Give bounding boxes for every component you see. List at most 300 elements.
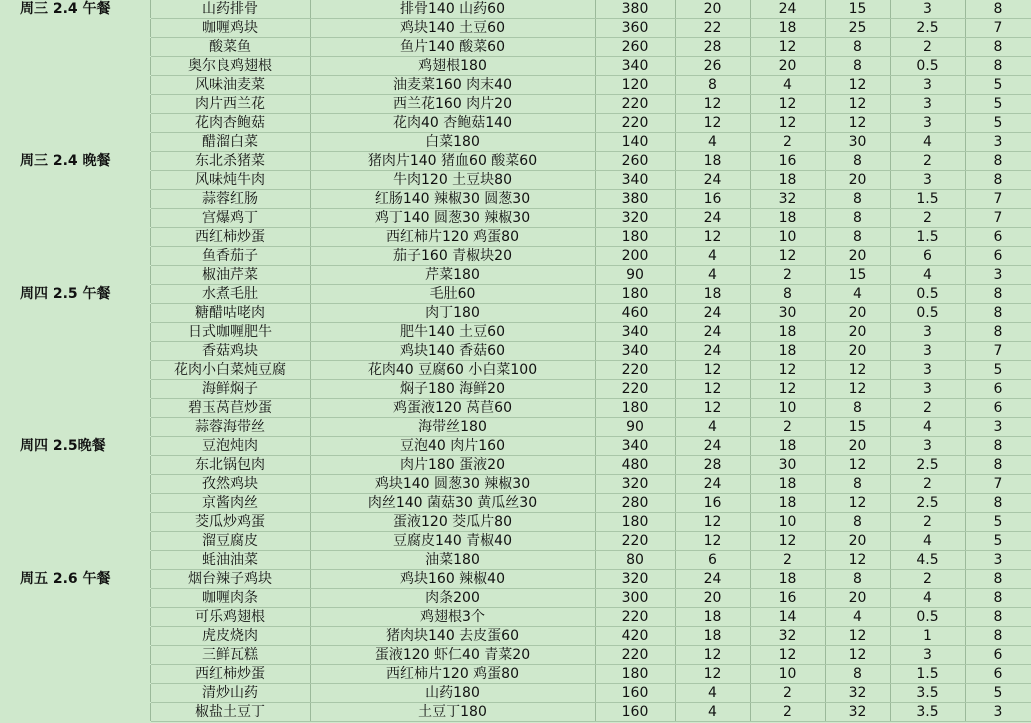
- dish-name-cell: 花肉杏鲍菇: [150, 114, 310, 133]
- value-col-2-cell: 12: [675, 513, 750, 532]
- ingredients-cell: 海带丝180: [310, 418, 595, 437]
- table-row: [0, 76, 1031, 95]
- value-col-2-cell: 4: [675, 133, 750, 152]
- ingredients-cell: 鸡翅根180: [310, 57, 595, 76]
- ingredients-cell: 肉片180 蛋液20: [310, 456, 595, 475]
- value-col-2-cell: 6: [675, 551, 750, 570]
- value-col-4-cell: 15: [825, 418, 890, 437]
- meal-day-cell: [0, 551, 150, 570]
- dish-name-cell: 西红柿炒蛋: [150, 665, 310, 684]
- value-col-6-cell: 7: [965, 190, 1031, 209]
- table-row: [0, 19, 1031, 38]
- value-col-5-cell: 2: [890, 513, 965, 532]
- value-col-3-cell: 2: [750, 133, 825, 152]
- dish-name-cell: 椒盐土豆丁: [150, 703, 310, 722]
- value-col-3-cell: 12: [750, 247, 825, 266]
- meal-day-cell: [0, 646, 150, 665]
- value-col-4-cell: 30: [825, 133, 890, 152]
- value-col-5-cell: 2: [890, 399, 965, 418]
- table-row: [0, 513, 1031, 532]
- value-col-1-cell: 90: [595, 418, 675, 437]
- meal-day-cell: [0, 513, 150, 532]
- value-col-2-cell: 8: [675, 76, 750, 95]
- value-col-3-cell: 12: [750, 95, 825, 114]
- value-col-3-cell: 30: [750, 456, 825, 475]
- table-row: [0, 570, 1031, 589]
- meal-day-cell: [0, 247, 150, 266]
- ingredients-cell: 猪肉片140 猪血60 酸菜60: [310, 152, 595, 171]
- meal-day-cell: [0, 627, 150, 646]
- dish-name-cell: 京酱肉丝: [150, 494, 310, 513]
- meal-day-cell: [0, 114, 150, 133]
- ingredients-cell: 牛肉120 土豆块80: [310, 171, 595, 190]
- meal-day-cell: [0, 399, 150, 418]
- value-col-3-cell: 2: [750, 418, 825, 437]
- value-col-4-cell: 12: [825, 76, 890, 95]
- dish-name-cell: 宫爆鸡丁: [150, 209, 310, 228]
- value-col-3-cell: 12: [750, 38, 825, 57]
- value-col-2-cell: 4: [675, 703, 750, 722]
- dish-name-cell: 蚝油油菜: [150, 551, 310, 570]
- ingredients-cell: 红肠140 辣椒30 圆葱30: [310, 190, 595, 209]
- value-col-3-cell: 10: [750, 513, 825, 532]
- meal-day-cell: 周五 2.6 午餐: [0, 570, 150, 589]
- value-col-2-cell: 20: [675, 589, 750, 608]
- table-row: [0, 437, 1031, 456]
- value-col-3-cell: 16: [750, 152, 825, 171]
- value-col-6-cell: 8: [965, 589, 1031, 608]
- value-col-6-cell: 5: [965, 361, 1031, 380]
- value-col-5-cell: 2: [890, 209, 965, 228]
- ingredients-cell: 花肉40 杏鲍菇140: [310, 114, 595, 133]
- value-col-5-cell: 1.5: [890, 665, 965, 684]
- value-col-6-cell: 3: [965, 133, 1031, 152]
- value-col-1-cell: 220: [595, 95, 675, 114]
- value-col-3-cell: 8: [750, 285, 825, 304]
- value-col-5-cell: 3.5: [890, 703, 965, 722]
- dish-name-cell: 碧玉莴苣炒蛋: [150, 399, 310, 418]
- value-col-6-cell: 8: [965, 38, 1031, 57]
- meal-day-cell: [0, 608, 150, 627]
- ingredients-cell: 白菜180: [310, 133, 595, 152]
- value-col-4-cell: 8: [825, 190, 890, 209]
- value-col-2-cell: 24: [675, 570, 750, 589]
- table-row: [0, 608, 1031, 627]
- value-col-5-cell: 0.5: [890, 608, 965, 627]
- table-row: [0, 0, 1031, 19]
- meal-day-cell: [0, 342, 150, 361]
- value-col-1-cell: 260: [595, 152, 675, 171]
- value-col-1-cell: 180: [595, 228, 675, 247]
- meal-day-cell: [0, 456, 150, 475]
- table-row: [0, 342, 1031, 361]
- value-col-1-cell: 280: [595, 494, 675, 513]
- ingredients-cell: 焖子180 海鲜20: [310, 380, 595, 399]
- meal-day-cell: [0, 190, 150, 209]
- value-col-1-cell: 340: [595, 57, 675, 76]
- value-col-3-cell: 18: [750, 570, 825, 589]
- ingredients-cell: 油菜180: [310, 551, 595, 570]
- value-col-3-cell: 12: [750, 114, 825, 133]
- value-col-3-cell: 18: [750, 323, 825, 342]
- meal-day-cell: [0, 475, 150, 494]
- ingredients-cell: 鱼片140 酸菜60: [310, 38, 595, 57]
- value-col-6-cell: 8: [965, 152, 1031, 171]
- value-col-2-cell: 18: [675, 152, 750, 171]
- value-col-2-cell: 12: [675, 114, 750, 133]
- value-col-6-cell: 8: [965, 323, 1031, 342]
- value-col-5-cell: 3.5: [890, 684, 965, 703]
- table-row: [0, 209, 1031, 228]
- value-col-3-cell: 12: [750, 532, 825, 551]
- dish-name-cell: 醋溜白菜: [150, 133, 310, 152]
- value-col-6-cell: 6: [965, 646, 1031, 665]
- dish-name-cell: 烟台辣子鸡块: [150, 570, 310, 589]
- value-col-1-cell: 260: [595, 38, 675, 57]
- value-col-1-cell: 180: [595, 285, 675, 304]
- value-col-1-cell: 320: [595, 209, 675, 228]
- value-col-5-cell: 3: [890, 76, 965, 95]
- value-col-5-cell: 2.5: [890, 494, 965, 513]
- value-col-1-cell: 340: [595, 171, 675, 190]
- value-col-1-cell: 320: [595, 570, 675, 589]
- ingredients-cell: 豆腐皮140 青椒40: [310, 532, 595, 551]
- value-col-2-cell: 4: [675, 684, 750, 703]
- value-col-4-cell: 8: [825, 570, 890, 589]
- table-row: [0, 323, 1031, 342]
- value-col-6-cell: 8: [965, 171, 1031, 190]
- table-row: [0, 152, 1031, 171]
- table-row: [0, 38, 1031, 57]
- table-row: [0, 304, 1031, 323]
- table-row: [0, 133, 1031, 152]
- value-col-6-cell: 7: [965, 209, 1031, 228]
- value-col-3-cell: 10: [750, 228, 825, 247]
- value-col-5-cell: 0.5: [890, 304, 965, 323]
- value-col-4-cell: 8: [825, 475, 890, 494]
- table-row: [0, 171, 1031, 190]
- meal-day-cell: 周四 2.5晚餐: [0, 437, 150, 456]
- ingredients-cell: 鸡翅根3个: [310, 608, 595, 627]
- table-row: [0, 703, 1031, 722]
- value-col-1-cell: 90: [595, 266, 675, 285]
- ingredients-cell: 茄子160 青椒块20: [310, 247, 595, 266]
- value-col-6-cell: 8: [965, 304, 1031, 323]
- table-row: [0, 399, 1031, 418]
- value-col-4-cell: 8: [825, 228, 890, 247]
- table-row: [0, 190, 1031, 209]
- value-col-3-cell: 2: [750, 703, 825, 722]
- value-col-5-cell: 1.5: [890, 228, 965, 247]
- value-col-3-cell: 30: [750, 304, 825, 323]
- value-col-6-cell: 5: [965, 532, 1031, 551]
- ingredients-cell: 油麦菜160 肉末40: [310, 76, 595, 95]
- value-col-5-cell: 3: [890, 342, 965, 361]
- meal-day-cell: [0, 361, 150, 380]
- value-col-1-cell: 180: [595, 513, 675, 532]
- value-col-1-cell: 220: [595, 114, 675, 133]
- value-col-4-cell: 4: [825, 285, 890, 304]
- meal-day-cell: [0, 38, 150, 57]
- value-col-4-cell: 32: [825, 703, 890, 722]
- meal-day-cell: [0, 57, 150, 76]
- dish-name-cell: 三鲜瓦糕: [150, 646, 310, 665]
- value-col-5-cell: 2.5: [890, 456, 965, 475]
- value-col-6-cell: 8: [965, 627, 1031, 646]
- value-col-3-cell: 18: [750, 209, 825, 228]
- value-col-6-cell: 7: [965, 19, 1031, 38]
- meal-day-cell: [0, 418, 150, 437]
- dish-name-cell: 风味炖牛肉: [150, 171, 310, 190]
- value-col-2-cell: 24: [675, 304, 750, 323]
- dish-name-cell: 风味油麦菜: [150, 76, 310, 95]
- table-row: [0, 114, 1031, 133]
- value-col-4-cell: 8: [825, 399, 890, 418]
- value-col-6-cell: 8: [965, 608, 1031, 627]
- value-col-4-cell: 12: [825, 95, 890, 114]
- value-col-4-cell: 20: [825, 437, 890, 456]
- value-col-5-cell: 2: [890, 570, 965, 589]
- meal-day-cell: [0, 171, 150, 190]
- value-col-5-cell: 2.5: [890, 19, 965, 38]
- value-col-5-cell: 1: [890, 627, 965, 646]
- value-col-4-cell: 8: [825, 665, 890, 684]
- value-col-1-cell: 220: [595, 361, 675, 380]
- dish-name-cell: 糖醋咕咾肉: [150, 304, 310, 323]
- dish-name-cell: 东北杀猪菜: [150, 152, 310, 171]
- table-row: [0, 456, 1031, 475]
- value-col-4-cell: 15: [825, 266, 890, 285]
- value-col-6-cell: 6: [965, 665, 1031, 684]
- value-col-5-cell: 4: [890, 133, 965, 152]
- table-row: [0, 418, 1031, 437]
- value-col-3-cell: 32: [750, 190, 825, 209]
- value-col-5-cell: 3: [890, 0, 965, 19]
- value-col-4-cell: 12: [825, 361, 890, 380]
- value-col-2-cell: 4: [675, 266, 750, 285]
- meal-day-cell: [0, 304, 150, 323]
- value-col-3-cell: 32: [750, 627, 825, 646]
- value-col-2-cell: 20: [675, 0, 750, 19]
- ingredients-cell: 西兰花160 肉片20: [310, 95, 595, 114]
- value-col-2-cell: 24: [675, 323, 750, 342]
- value-col-2-cell: 28: [675, 38, 750, 57]
- dish-name-cell: 清炒山药: [150, 684, 310, 703]
- value-col-4-cell: 12: [825, 646, 890, 665]
- value-col-4-cell: 20: [825, 589, 890, 608]
- dish-name-cell: 东北锅包肉: [150, 456, 310, 475]
- value-col-1-cell: 420: [595, 627, 675, 646]
- value-col-4-cell: 8: [825, 209, 890, 228]
- value-col-1-cell: 380: [595, 0, 675, 19]
- value-col-3-cell: 10: [750, 665, 825, 684]
- value-col-2-cell: 12: [675, 646, 750, 665]
- value-col-2-cell: 24: [675, 171, 750, 190]
- value-col-6-cell: 3: [965, 703, 1031, 722]
- table-row: [0, 95, 1031, 114]
- ingredients-cell: 鸡丁140 圆葱30 辣椒30: [310, 209, 595, 228]
- meal-day-cell: [0, 703, 150, 722]
- value-col-2-cell: 24: [675, 437, 750, 456]
- value-col-5-cell: 3: [890, 171, 965, 190]
- value-col-5-cell: 1.5: [890, 190, 965, 209]
- value-col-6-cell: 7: [965, 475, 1031, 494]
- meal-day-cell: [0, 209, 150, 228]
- dish-name-cell: 可乐鸡翅根: [150, 608, 310, 627]
- ingredients-cell: 猪肉块140 去皮蛋60: [310, 627, 595, 646]
- value-col-4-cell: 12: [825, 380, 890, 399]
- dish-name-cell: 香菇鸡块: [150, 342, 310, 361]
- table-row: [0, 247, 1031, 266]
- value-col-4-cell: 12: [825, 456, 890, 475]
- ingredients-cell: 山药180: [310, 684, 595, 703]
- table-row: [0, 494, 1031, 513]
- table-row: [0, 285, 1031, 304]
- value-col-5-cell: 4: [890, 266, 965, 285]
- dish-name-cell: 山药排骨: [150, 0, 310, 19]
- meal-day-cell: [0, 76, 150, 95]
- value-col-1-cell: 460: [595, 304, 675, 323]
- value-col-5-cell: 4.5: [890, 551, 965, 570]
- value-col-5-cell: 0.5: [890, 57, 965, 76]
- meal-day-cell: [0, 228, 150, 247]
- meal-day-cell: 周四 2.5 午餐: [0, 285, 150, 304]
- value-col-4-cell: 20: [825, 171, 890, 190]
- value-col-3-cell: 2: [750, 684, 825, 703]
- value-col-5-cell: 2: [890, 152, 965, 171]
- ingredients-cell: 豆泡40 肉片160: [310, 437, 595, 456]
- value-col-3-cell: 2: [750, 266, 825, 285]
- value-col-4-cell: 15: [825, 0, 890, 19]
- value-col-2-cell: 12: [675, 361, 750, 380]
- value-col-5-cell: 4: [890, 418, 965, 437]
- value-col-2-cell: 18: [675, 285, 750, 304]
- value-col-2-cell: 16: [675, 190, 750, 209]
- value-col-1-cell: 220: [595, 608, 675, 627]
- value-col-2-cell: 12: [675, 380, 750, 399]
- value-col-6-cell: 5: [965, 513, 1031, 532]
- value-col-1-cell: 80: [595, 551, 675, 570]
- value-col-5-cell: 4: [890, 589, 965, 608]
- value-col-6-cell: 6: [965, 380, 1031, 399]
- value-col-2-cell: 18: [675, 627, 750, 646]
- ingredients-cell: 芹菜180: [310, 266, 595, 285]
- value-col-4-cell: 20: [825, 304, 890, 323]
- meal-day-cell: [0, 665, 150, 684]
- value-col-3-cell: 18: [750, 171, 825, 190]
- value-col-4-cell: 20: [825, 532, 890, 551]
- meal-day-cell: [0, 133, 150, 152]
- value-col-2-cell: 12: [675, 95, 750, 114]
- value-col-2-cell: 26: [675, 57, 750, 76]
- dish-name-cell: 花肉小白菜炖豆腐: [150, 361, 310, 380]
- table-row: [0, 380, 1031, 399]
- dish-name-cell: 日式咖喱肥牛: [150, 323, 310, 342]
- table-row: [0, 646, 1031, 665]
- value-col-5-cell: 0.5: [890, 285, 965, 304]
- dish-name-cell: 西红柿炒蛋: [150, 228, 310, 247]
- table-row: [0, 627, 1031, 646]
- dish-name-cell: 茭瓜炒鸡蛋: [150, 513, 310, 532]
- value-col-6-cell: 6: [965, 399, 1031, 418]
- value-col-6-cell: 8: [965, 437, 1031, 456]
- value-col-2-cell: 24: [675, 342, 750, 361]
- dish-name-cell: 鱼香茄子: [150, 247, 310, 266]
- value-col-6-cell: 8: [965, 0, 1031, 19]
- dish-name-cell: 溜豆腐皮: [150, 532, 310, 551]
- meal-day-cell: 周三 2.4 晚餐: [0, 152, 150, 171]
- value-col-1-cell: 220: [595, 646, 675, 665]
- meal-day-cell: [0, 95, 150, 114]
- value-col-1-cell: 140: [595, 133, 675, 152]
- meal-day-cell: [0, 684, 150, 703]
- ingredients-cell: 肥牛140 土豆60: [310, 323, 595, 342]
- value-col-6-cell: 8: [965, 570, 1031, 589]
- value-col-1-cell: 380: [595, 190, 675, 209]
- table-row: [0, 589, 1031, 608]
- value-col-1-cell: 160: [595, 703, 675, 722]
- value-col-1-cell: 220: [595, 380, 675, 399]
- value-col-5-cell: 4: [890, 532, 965, 551]
- value-col-6-cell: 8: [965, 456, 1031, 475]
- value-col-3-cell: 12: [750, 361, 825, 380]
- value-col-2-cell: 12: [675, 665, 750, 684]
- value-col-2-cell: 16: [675, 494, 750, 513]
- value-col-5-cell: 3: [890, 361, 965, 380]
- value-col-6-cell: 8: [965, 285, 1031, 304]
- dish-name-cell: 酸菜鱼: [150, 38, 310, 57]
- meal-day-cell: 周三 2.4 午餐: [0, 0, 150, 19]
- value-col-3-cell: 12: [750, 380, 825, 399]
- value-col-6-cell: 6: [965, 247, 1031, 266]
- value-col-5-cell: 3: [890, 323, 965, 342]
- dish-name-cell: 肉片西兰花: [150, 95, 310, 114]
- ingredients-cell: 肉丁180: [310, 304, 595, 323]
- value-col-1-cell: 340: [595, 437, 675, 456]
- value-col-4-cell: 20: [825, 247, 890, 266]
- meal-day-cell: [0, 494, 150, 513]
- value-col-6-cell: 3: [965, 418, 1031, 437]
- value-col-6-cell: 5: [965, 684, 1031, 703]
- dish-name-cell: 虎皮烧肉: [150, 627, 310, 646]
- value-col-4-cell: 12: [825, 551, 890, 570]
- value-col-2-cell: 4: [675, 247, 750, 266]
- value-col-3-cell: 18: [750, 342, 825, 361]
- ingredients-cell: 毛肚60: [310, 285, 595, 304]
- value-col-4-cell: 20: [825, 323, 890, 342]
- meal-day-cell: [0, 266, 150, 285]
- value-col-4-cell: 20: [825, 342, 890, 361]
- value-col-3-cell: 20: [750, 57, 825, 76]
- value-col-6-cell: 8: [965, 57, 1031, 76]
- dish-name-cell: 海鲜焖子: [150, 380, 310, 399]
- value-col-4-cell: 12: [825, 114, 890, 133]
- value-col-3-cell: 18: [750, 437, 825, 456]
- dish-name-cell: 蒜蓉红肠: [150, 190, 310, 209]
- meal-day-cell: [0, 589, 150, 608]
- ingredients-cell: 肉条200: [310, 589, 595, 608]
- dish-name-cell: 豆泡炖肉: [150, 437, 310, 456]
- value-col-3-cell: 18: [750, 494, 825, 513]
- meal-day-cell: [0, 19, 150, 38]
- meal-day-cell: [0, 380, 150, 399]
- meal-day-cell: [0, 323, 150, 342]
- value-col-4-cell: 8: [825, 152, 890, 171]
- ingredients-cell: 蛋液120 茭瓜片80: [310, 513, 595, 532]
- value-col-2-cell: 12: [675, 228, 750, 247]
- value-col-1-cell: 160: [595, 684, 675, 703]
- value-col-6-cell: 7: [965, 342, 1031, 361]
